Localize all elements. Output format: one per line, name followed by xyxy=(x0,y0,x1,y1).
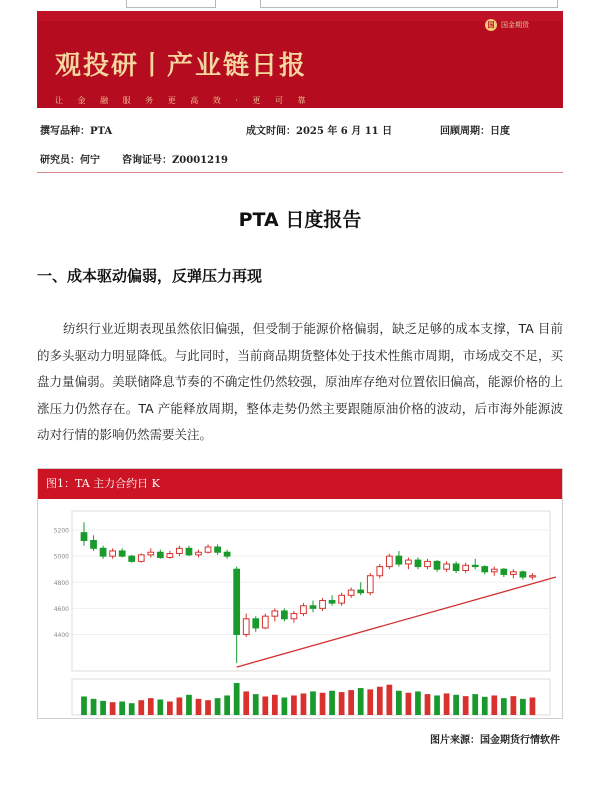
meta-researcher: 研究员：何宁 xyxy=(40,155,100,166)
volume-bar xyxy=(243,691,249,715)
volume-bar xyxy=(377,687,383,715)
volume-bar xyxy=(367,689,373,715)
candle-body xyxy=(415,560,421,567)
volume-bar xyxy=(358,688,364,715)
volume-bar xyxy=(224,695,230,715)
volume-bar xyxy=(110,702,116,715)
candle-body xyxy=(377,567,383,576)
volume-bar xyxy=(482,697,488,715)
meta-period: 回顾周期：日度 xyxy=(440,126,510,137)
candle-body xyxy=(91,540,97,548)
volume-bar xyxy=(386,685,392,715)
candle-body xyxy=(282,611,288,619)
company-logo xyxy=(485,19,529,31)
meta-date: 成文时间：2025 年 6 月 11 日 xyxy=(246,126,393,137)
volume-bar xyxy=(205,700,211,715)
candle-body xyxy=(167,554,173,558)
figure-kline xyxy=(37,468,563,719)
candle-body xyxy=(205,547,211,552)
volume-bar xyxy=(148,698,154,715)
volume-bar xyxy=(282,697,288,715)
volume-bar xyxy=(329,691,335,715)
candle-body xyxy=(396,556,402,564)
kline-chart xyxy=(38,499,562,718)
candle-body xyxy=(472,565,478,566)
figure-caption: 图1：TA 主力合约日 K xyxy=(38,469,562,499)
candle-body xyxy=(119,551,125,556)
volume-bar xyxy=(215,698,221,715)
volume-bar xyxy=(291,695,297,715)
y-tick-label: 5000 xyxy=(53,553,69,561)
candle-body xyxy=(463,565,469,570)
volume-bar xyxy=(491,695,497,715)
volume-bar xyxy=(167,702,173,715)
candle-body xyxy=(453,564,459,571)
candle-body xyxy=(444,564,450,569)
section-heading: 一、成本驱动偏弱，反弹压力再现 xyxy=(37,267,263,285)
y-tick-label: 4400 xyxy=(53,631,69,639)
candle-body xyxy=(367,576,373,593)
volume-bar xyxy=(196,699,202,715)
logo-text: 国金期货 xyxy=(501,21,529,29)
candle-body xyxy=(530,576,536,577)
candle-body xyxy=(291,614,297,619)
candle-body xyxy=(310,606,316,609)
y-tick-label: 4800 xyxy=(53,579,69,587)
volume-bar xyxy=(119,702,125,715)
volume-bar xyxy=(177,697,183,715)
volume-bar xyxy=(100,701,106,715)
volume-bar xyxy=(425,694,431,715)
candle-body xyxy=(386,556,392,566)
meta-variety: 撰写品种：PTA xyxy=(40,126,113,137)
candle-body xyxy=(520,572,526,577)
volume-bar xyxy=(396,691,402,715)
candle-body xyxy=(100,548,106,556)
volume-bar xyxy=(339,692,345,715)
candle-body xyxy=(186,548,192,555)
volume-bar xyxy=(501,698,507,715)
candle-body xyxy=(406,560,412,564)
volume-bar xyxy=(472,694,478,715)
candle-body xyxy=(434,561,440,569)
figure-source: 图片来源：国金期货行情软件 xyxy=(430,735,560,746)
candle-body xyxy=(339,595,345,603)
volume-bar xyxy=(348,690,354,715)
banner-title: 观投研丨产业链日报 xyxy=(55,51,308,81)
candle-body xyxy=(110,551,116,556)
candle-body xyxy=(348,590,354,595)
candle-body xyxy=(511,572,517,575)
candle-body xyxy=(272,611,278,616)
meta-license: 咨询证号：Z0001219 xyxy=(122,155,229,166)
banner-slogan: 让 金 融 服 务 更 高 效 · 更 可 靠 xyxy=(55,96,312,105)
top-tab-right xyxy=(260,0,558,8)
volume-bar xyxy=(453,695,459,715)
volume-bar xyxy=(157,700,163,715)
candle-body xyxy=(148,552,154,555)
candle-body xyxy=(262,616,268,628)
logo-icon: 国 xyxy=(485,19,497,31)
candle-body xyxy=(81,533,87,541)
volume-bar xyxy=(320,693,326,715)
candle-body xyxy=(358,590,364,593)
candle-body xyxy=(138,555,144,562)
volume-bar xyxy=(434,695,440,715)
volume-bar xyxy=(511,696,517,715)
volume-bar xyxy=(138,700,144,715)
chart-area xyxy=(38,499,562,718)
volume-bar xyxy=(530,697,536,715)
candle-body xyxy=(491,569,497,572)
header-divider xyxy=(37,172,563,173)
volume-bar xyxy=(186,695,192,715)
candle-body xyxy=(320,601,326,609)
volume-bar xyxy=(272,695,278,715)
volume-bar xyxy=(520,699,526,715)
volume-bar xyxy=(444,693,450,715)
volume-bar xyxy=(310,691,316,715)
section-paragraph: 纺织行业近期表现虽然依旧偏强，但受制于能源价格偏弱，缺乏足够的成本支撑，TA 目前的多头驱动力明显降低。与此同时，当前商品期货整体处于技术性熊市周期，市场成交不足，买盘力量偏弱。美联储降息节奏的不确定性仍然较强，原油库存绝对位置依旧偏高，能源价格的上涨压力仍然存在。TA 产能释放周期，整体走势仍然主要跟随原油价格的波动，后市海外能源波动对行情的影响仍然需要关注。 xyxy=(37,321,563,442)
document-title: PTA 日度报告 xyxy=(238,209,362,231)
candle-body xyxy=(482,567,488,572)
volume-bar xyxy=(129,703,135,715)
y-tick-label: 5200 xyxy=(53,527,69,535)
y-tick-label: 4600 xyxy=(53,605,69,613)
candle-body xyxy=(501,569,507,574)
candle-body xyxy=(157,552,163,557)
candle-body xyxy=(215,547,221,552)
top-tab-left xyxy=(126,0,216,8)
volume-bar xyxy=(81,696,87,715)
candle-body xyxy=(129,556,135,561)
volume-bar xyxy=(253,694,259,715)
volume-bar xyxy=(91,699,97,715)
volume-bar xyxy=(415,691,421,715)
candle-body xyxy=(234,569,240,634)
candle-body xyxy=(253,619,259,628)
candle-body xyxy=(301,606,307,614)
volume-bar xyxy=(463,696,469,715)
candle-body xyxy=(243,619,249,635)
candle-body xyxy=(224,552,230,556)
candle-body xyxy=(196,552,202,555)
report-banner xyxy=(37,11,563,108)
candle-body xyxy=(329,601,335,604)
volume-bar xyxy=(301,693,307,715)
volume-bar xyxy=(406,693,412,715)
volume-bar xyxy=(234,683,240,715)
volume-bar xyxy=(262,696,268,715)
candle-body xyxy=(425,561,431,566)
candle-body xyxy=(177,548,183,553)
